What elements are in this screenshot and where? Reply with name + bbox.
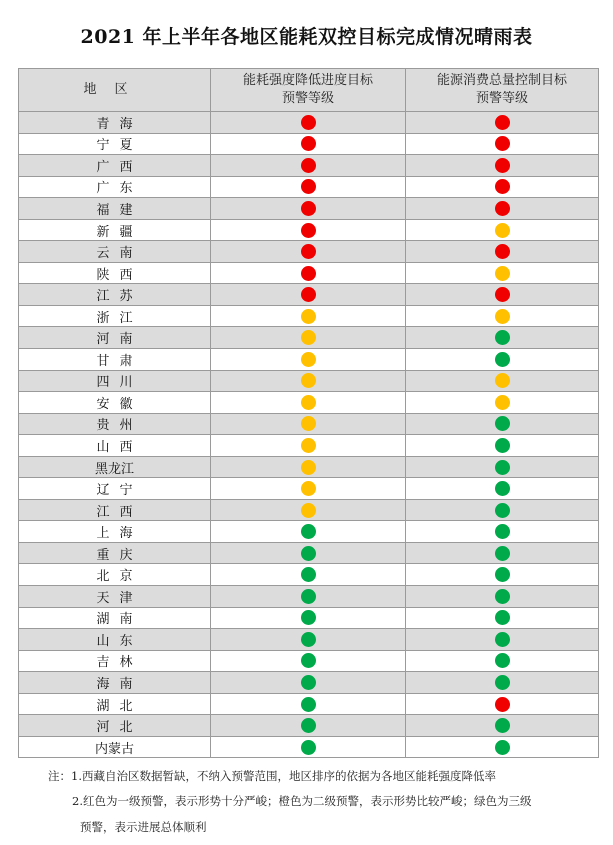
table-row (19, 542, 599, 564)
table-row (19, 133, 599, 155)
region-cell: 北京 (19, 564, 211, 586)
intensity-level-cell (211, 542, 406, 564)
green-warning-dot-icon (495, 589, 510, 604)
green-warning-dot-icon (301, 718, 316, 733)
intensity-level-cell (211, 133, 406, 155)
intensity-level-cell (211, 564, 406, 586)
table-row (19, 176, 599, 198)
region-cell: 江苏 (19, 284, 211, 306)
intensity-level-cell (211, 736, 406, 758)
table-row (19, 413, 599, 435)
green-warning-dot-icon (495, 675, 510, 690)
intensity-level-cell (211, 305, 406, 327)
table-row (19, 284, 599, 306)
region-cell: 陕西 (19, 262, 211, 284)
intensity-level-cell (211, 112, 406, 134)
total-level-cell (406, 564, 599, 586)
table-row (19, 155, 599, 177)
red-warning-dot-icon (301, 287, 316, 302)
region-cell: 重庆 (19, 542, 211, 564)
total-level-cell (406, 155, 599, 177)
total-level-cell (406, 413, 599, 435)
total-level-cell (406, 112, 599, 134)
region-cell: 甘肃 (19, 349, 211, 371)
note-line-2: 2.红色为一级预警，表示形势十分严峻；橙色为二级预警，表示形势比较严峻；绿色为三级 (72, 794, 532, 808)
table-row (19, 672, 599, 694)
region-cell: 山东 (19, 629, 211, 651)
red-warning-dot-icon (301, 244, 316, 259)
intensity-level-cell (211, 392, 406, 414)
region-cell: 新疆 (19, 219, 211, 241)
orange-warning-dot-icon (495, 223, 510, 238)
orange-warning-dot-icon (495, 395, 510, 410)
intensity-level-cell (211, 176, 406, 198)
total-level-cell (406, 650, 599, 672)
red-warning-dot-icon (301, 179, 316, 194)
table-row (19, 112, 599, 134)
orange-warning-dot-icon (495, 309, 510, 324)
total-level-cell (406, 133, 599, 155)
table-row (19, 607, 599, 629)
region-cell: 吉林 (19, 650, 211, 672)
green-warning-dot-icon (301, 567, 316, 582)
table-row (19, 650, 599, 672)
green-warning-dot-icon (495, 503, 510, 518)
region-cell: 宁夏 (19, 133, 211, 155)
table-row (19, 370, 599, 392)
orange-warning-dot-icon (301, 395, 316, 410)
region-cell: 天津 (19, 586, 211, 608)
green-warning-dot-icon (495, 524, 510, 539)
red-warning-dot-icon (495, 158, 510, 173)
red-warning-dot-icon (495, 697, 510, 712)
red-warning-dot-icon (495, 201, 510, 216)
region-cell: 青海 (19, 112, 211, 134)
orange-warning-dot-icon (495, 373, 510, 388)
table-row (19, 219, 599, 241)
intensity-level-cell (211, 349, 406, 371)
intensity-level-cell (211, 241, 406, 263)
table-body (19, 112, 599, 758)
orange-warning-dot-icon (301, 460, 316, 475)
intensity-level-cell (211, 435, 406, 457)
intensity-level-cell (211, 629, 406, 651)
total-level-cell (406, 284, 599, 306)
intensity-level-cell (211, 456, 406, 478)
green-warning-dot-icon (301, 653, 316, 668)
red-warning-dot-icon (495, 244, 510, 259)
green-warning-dot-icon (495, 718, 510, 733)
total-level-cell (406, 693, 599, 715)
intensity-level-cell (211, 521, 406, 543)
header-total-line1: 能源消费总量控制目标 (436, 73, 567, 88)
green-warning-dot-icon (301, 610, 316, 625)
red-warning-dot-icon (301, 158, 316, 173)
green-warning-dot-icon (301, 589, 316, 604)
table-row (19, 521, 599, 543)
green-warning-dot-icon (301, 632, 316, 647)
total-level-cell (406, 715, 599, 737)
table-row (19, 736, 599, 758)
total-level-cell (406, 736, 599, 758)
intensity-level-cell (211, 284, 406, 306)
red-warning-dot-icon (301, 201, 316, 216)
total-level-cell (406, 435, 599, 457)
intensity-level-cell (211, 672, 406, 694)
header-total (406, 69, 599, 112)
total-level-cell (406, 219, 599, 241)
intensity-level-cell (211, 198, 406, 220)
table-row (19, 715, 599, 737)
intensity-level-cell (211, 262, 406, 284)
orange-warning-dot-icon (301, 438, 316, 453)
table-row (19, 564, 599, 586)
total-level-cell (406, 542, 599, 564)
table-row (19, 693, 599, 715)
table-row (19, 499, 599, 521)
note-line-1: 注：1.西藏自治区数据暂缺，不纳入预警范围，地区排序的依据为各地区能耗强度降低率 (48, 769, 496, 783)
region-cell: 河北 (19, 715, 211, 737)
total-level-cell (406, 370, 599, 392)
header-intensity-line2: 预警等级 (281, 91, 334, 106)
total-level-cell (406, 327, 599, 349)
region-cell: 云南 (19, 241, 211, 263)
region-cell: 内蒙古 (19, 736, 211, 758)
region-cell: 山西 (19, 435, 211, 457)
header-intensity (211, 69, 406, 112)
green-warning-dot-icon (301, 697, 316, 712)
orange-warning-dot-icon (301, 503, 316, 518)
header-intensity-line1: 能耗强度降低进度目标 (242, 73, 373, 88)
region-cell: 湖南 (19, 607, 211, 629)
total-level-cell (406, 672, 599, 694)
intensity-level-cell (211, 478, 406, 500)
total-level-cell (406, 198, 599, 220)
intensity-level-cell (211, 715, 406, 737)
red-warning-dot-icon (301, 223, 316, 238)
table-row (19, 435, 599, 457)
region-cell: 福建 (19, 198, 211, 220)
total-level-cell (406, 521, 599, 543)
orange-warning-dot-icon (301, 309, 316, 324)
orange-warning-dot-icon (301, 330, 316, 345)
region-cell: 湖北 (19, 693, 211, 715)
green-warning-dot-icon (495, 546, 510, 561)
green-warning-dot-icon (495, 330, 510, 345)
table-row (19, 478, 599, 500)
red-warning-dot-icon (495, 179, 510, 194)
total-level-cell (406, 349, 599, 371)
intensity-level-cell (211, 327, 406, 349)
green-warning-dot-icon (495, 567, 510, 582)
table-row (19, 586, 599, 608)
intensity-level-cell (211, 693, 406, 715)
region-cell: 江西 (19, 499, 211, 521)
total-level-cell (406, 262, 599, 284)
total-level-cell (406, 478, 599, 500)
intensity-level-cell (211, 155, 406, 177)
total-level-cell (406, 305, 599, 327)
green-warning-dot-icon (495, 481, 510, 496)
green-warning-dot-icon (301, 524, 316, 539)
intensity-level-cell (211, 586, 406, 608)
red-warning-dot-icon (495, 136, 510, 151)
total-level-cell (406, 586, 599, 608)
total-level-cell (406, 176, 599, 198)
orange-warning-dot-icon (301, 416, 316, 431)
note-line-3: 预警，表示进展总体顺利 (80, 820, 207, 834)
red-warning-dot-icon (495, 287, 510, 302)
region-cell: 安徽 (19, 392, 211, 414)
intensity-level-cell (211, 219, 406, 241)
green-warning-dot-icon (495, 610, 510, 625)
red-warning-dot-icon (301, 115, 316, 130)
total-level-cell (406, 629, 599, 651)
green-warning-dot-icon (495, 740, 510, 755)
region-cell: 广东 (19, 176, 211, 198)
green-warning-dot-icon (301, 740, 316, 755)
total-level-cell (406, 607, 599, 629)
total-level-cell (406, 392, 599, 414)
region-cell: 四川 (19, 370, 211, 392)
header-total-line2: 预警等级 (475, 91, 528, 106)
table-row (19, 456, 599, 478)
region-cell: 浙江 (19, 305, 211, 327)
intensity-level-cell (211, 650, 406, 672)
region-cell: 海南 (19, 672, 211, 694)
warning-table (18, 68, 599, 758)
red-warning-dot-icon (301, 266, 316, 281)
green-warning-dot-icon (301, 546, 316, 561)
intensity-level-cell (211, 499, 406, 521)
intensity-level-cell (211, 413, 406, 435)
region-cell: 广西 (19, 155, 211, 177)
intensity-level-cell (211, 607, 406, 629)
table-row (19, 241, 599, 263)
region-cell: 贵州 (19, 413, 211, 435)
table-row (19, 198, 599, 220)
table-row (19, 327, 599, 349)
green-warning-dot-icon (495, 632, 510, 647)
table-row (19, 262, 599, 284)
table-header-row (19, 69, 599, 112)
red-warning-dot-icon (301, 136, 316, 151)
orange-warning-dot-icon (301, 373, 316, 388)
green-warning-dot-icon (495, 653, 510, 668)
header-region: 地区 (19, 69, 211, 112)
region-cell: 上海 (19, 521, 211, 543)
total-level-cell (406, 499, 599, 521)
total-level-cell (406, 456, 599, 478)
orange-warning-dot-icon (301, 481, 316, 496)
table-row (19, 349, 599, 371)
green-warning-dot-icon (495, 416, 510, 431)
green-warning-dot-icon (495, 438, 510, 453)
region-cell: 黑龙江 (19, 456, 211, 478)
green-warning-dot-icon (301, 675, 316, 690)
table-row (19, 305, 599, 327)
table-row (19, 629, 599, 651)
green-warning-dot-icon (495, 352, 510, 367)
table-row (19, 392, 599, 414)
total-level-cell (406, 241, 599, 263)
orange-warning-dot-icon (301, 352, 316, 367)
orange-warning-dot-icon (495, 266, 510, 281)
green-warning-dot-icon (495, 460, 510, 475)
page-title: 2021 年上半年各地区能耗双控目标完成情况晴雨表 (80, 26, 533, 48)
red-warning-dot-icon (495, 115, 510, 130)
region-cell: 河南 (19, 327, 211, 349)
region-cell: 辽宁 (19, 478, 211, 500)
intensity-level-cell (211, 370, 406, 392)
